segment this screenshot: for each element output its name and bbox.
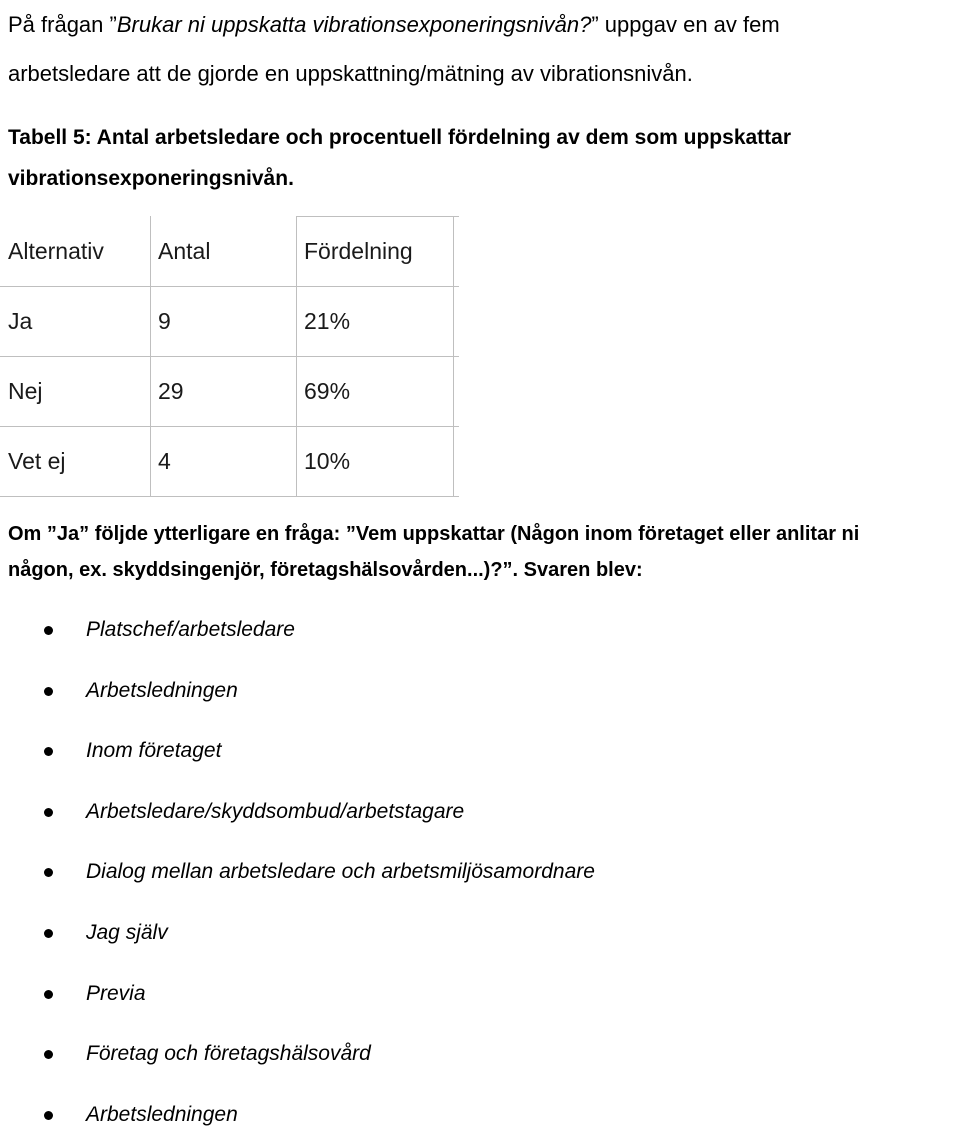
cell-antal: 9 [158, 308, 171, 334]
list-item [0, 1024, 595, 1085]
header-alternativ: Alternativ [8, 238, 104, 264]
bullet-icon [44, 747, 53, 756]
list-item [0, 600, 595, 661]
table-column-divider [150, 216, 151, 496]
answer-text: Previa [86, 981, 146, 1005]
table-divider [0, 356, 459, 357]
bullet-icon [44, 687, 53, 696]
list-item [0, 842, 595, 903]
answer-text: Arbetsledningen [86, 678, 238, 702]
table-column-divider [296, 216, 297, 496]
intro-line-2: arbetsledare att de gjorde en uppskattning/mätning av vibrationsnivån. [8, 61, 693, 86]
follow-up-line-1: Om ”Ja” följde ytterligare en fråga: ”Vem uppskattar (Någon inom företaget eller anlitar ni [8, 523, 860, 545]
table-row [0, 357, 454, 427]
answer-text: Företag och företagshälsovård [86, 1042, 371, 1066]
cell-fordelning: 69% [296, 357, 454, 427]
list-item [0, 903, 595, 964]
list-item [0, 964, 595, 1025]
bullet-icon [44, 868, 53, 877]
bullet-icon [44, 626, 53, 635]
cell-fordelning: 10% [296, 427, 454, 497]
table-divider [0, 426, 459, 427]
follow-up-question [8, 516, 960, 588]
intro-question: Brukar ni uppskatta vibrationsexponeringsnivån? [116, 12, 592, 37]
list-item [0, 782, 595, 843]
intro-paragraph [8, 0, 953, 98]
header-antal: Antal [158, 238, 211, 264]
answer-text: Jag själv [86, 920, 168, 944]
list-item [0, 1085, 595, 1145]
bullet-icon [44, 1111, 53, 1120]
cell-fordelning: 21% [296, 287, 454, 357]
cell-alternativ: Nej [8, 378, 43, 404]
answer-text: Arbetsledare/skyddsombud/arbetstagare [86, 799, 465, 823]
follow-up-line-2: någon, ex. skyddsingenjör, företagshälsovården...)?”. Svaren blev: [8, 559, 643, 581]
bullet-icon [44, 990, 53, 999]
intro-suffix: ” uppgav en av fem [591, 12, 780, 37]
table-divider [0, 286, 459, 287]
table-caption: Tabell 5: Antal arbetsledare och procentuell fördelning av dem som uppskattar vibrationsexponeringsnivån. [8, 126, 792, 190]
answer-text: Platschef/arbetsledare [86, 618, 295, 641]
answers-list [0, 600, 595, 1145]
bullet-icon [44, 929, 53, 938]
table-top-border [296, 216, 459, 217]
bullet-icon [44, 1050, 53, 1059]
table-row [0, 427, 454, 497]
cell-alternativ: Vet ej [8, 448, 66, 474]
answer-text: Arbetsledningen [86, 1102, 238, 1126]
intro-prefix: På frågan ” [8, 12, 117, 37]
list-item [0, 721, 595, 782]
table-divider [0, 496, 459, 497]
table-row [0, 287, 454, 357]
header-fordelning: Fördelning [296, 217, 454, 287]
answer-text: Inom företaget [86, 739, 222, 763]
list-item [0, 661, 595, 722]
cell-antal: 29 [158, 378, 184, 404]
cell-antal: 4 [158, 448, 171, 474]
bullet-icon [44, 808, 53, 817]
table-header-row [0, 217, 454, 287]
cell-alternativ: Ja [8, 308, 33, 334]
answer-text: Dialog mellan arbetsledare och arbetsmiljösamordnare [86, 860, 595, 884]
